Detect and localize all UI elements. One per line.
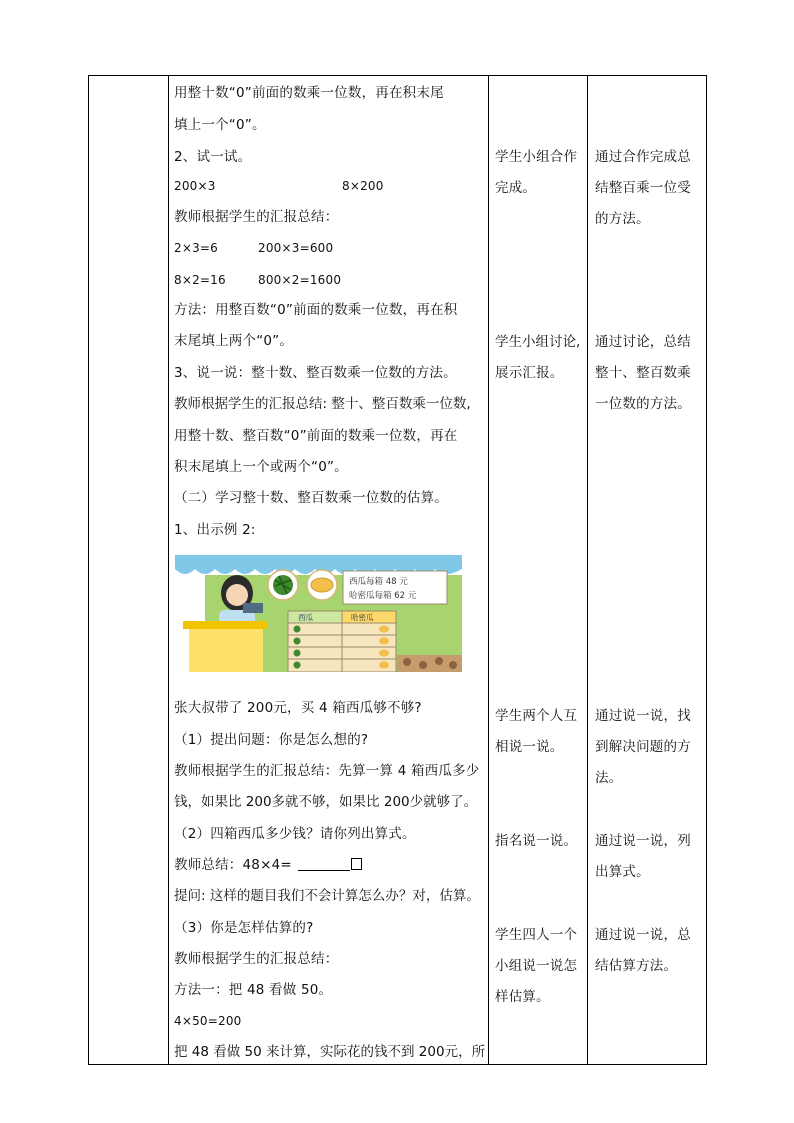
text-line: 填上一个“0”。 bbox=[174, 117, 266, 133]
text-line: 通过说一说，列 bbox=[595, 833, 691, 849]
text-line: 小组说一说怎 bbox=[495, 958, 578, 974]
text-line: 通过说一说，找 bbox=[595, 708, 691, 724]
text-line: 200×3 bbox=[174, 179, 216, 193]
text-line: （2）四箱西瓜多少钱？请你列出算式。 bbox=[174, 826, 416, 842]
price-text-watermelon: 西瓜每箱 48 元 bbox=[349, 577, 408, 587]
text-line: 展示汇报。 bbox=[495, 365, 564, 381]
text-line: 2×3=6 bbox=[174, 241, 219, 255]
text-line: 教师根据学生的汇报总结： bbox=[174, 209, 339, 225]
box-label-cantaloupe: 哈密瓜 bbox=[351, 613, 374, 622]
text-line: 4×50=200 bbox=[174, 1014, 242, 1028]
text-line: 积末尾填上一个或两个“0”。 bbox=[174, 459, 348, 475]
text-line: 3、说一说：整十数、整百数乘一位数的方法。 bbox=[174, 365, 457, 381]
fruit-box-stack bbox=[288, 611, 396, 672]
text-line: 把 48 看做 50 来计算，实际花的钱不到 200元，所 bbox=[174, 1044, 486, 1060]
text-line: 结估算方法。 bbox=[595, 958, 678, 974]
text-line: 通过讨论，总结 bbox=[595, 334, 691, 350]
fruit-stall-illustration bbox=[175, 555, 462, 672]
text-line: 教师根据学生的汇报总结：先算一算 4 箱西瓜多少 bbox=[174, 763, 480, 779]
text-line: 到解决问题的方 bbox=[595, 739, 691, 755]
text-line: 完成。 bbox=[495, 180, 537, 196]
text-line: （3）你是怎样估算的? bbox=[174, 920, 314, 936]
equation-line bbox=[174, 855, 362, 875]
text-line: 末尾填上两个“0”。 bbox=[174, 333, 294, 349]
answer-box bbox=[351, 858, 362, 870]
text-line: 8×2=16 bbox=[174, 273, 226, 287]
answer-blank bbox=[298, 856, 350, 871]
text-line: （二）学习整十数、整百数乘一位数的估算。 bbox=[174, 490, 448, 506]
box-label-watermelon: 西瓜 bbox=[298, 613, 313, 622]
text-line: 学生小组合作 bbox=[495, 149, 578, 165]
text-line: 教师根据学生的汇报总结： bbox=[174, 951, 339, 967]
text-line: 通过合作完成总 bbox=[595, 149, 691, 165]
lesson-table bbox=[88, 75, 707, 1065]
text-line: 结整百乘一位受 bbox=[595, 180, 691, 196]
text-line: 指名说一说。 bbox=[495, 833, 578, 849]
text-line: 800×2=1600 bbox=[258, 273, 342, 287]
text-line: 2、试一试。 bbox=[174, 149, 252, 165]
text-line: 法。 bbox=[595, 770, 623, 786]
text-line: 1、出示例 2: bbox=[174, 522, 256, 538]
text-line: 整十、整百数乘 bbox=[595, 365, 691, 381]
text-line: 用整十数“0”前面的数乘一位数，再在积末尾 bbox=[174, 85, 444, 101]
text-line: 相说一说。 bbox=[495, 739, 564, 755]
text-line: 通过说一说，总 bbox=[595, 927, 691, 943]
text-line: 8×200 bbox=[342, 179, 384, 193]
text-line: 200×3=600 bbox=[258, 241, 334, 255]
text-line: 学生小组讨论, bbox=[495, 334, 581, 350]
text-line: 教师总结：48×4= bbox=[174, 857, 292, 873]
teaching-column bbox=[168, 76, 488, 1064]
stage-column bbox=[89, 76, 168, 1064]
text-line: 提问: 这样的题目我们不会计算怎么办？对，估算。 bbox=[174, 888, 480, 904]
text-line: 钱，如果比 200多就不够，如果比 200少就够了。 bbox=[174, 794, 478, 810]
text-line: 方法：用整百数“0”前面的数乘一位数，再在积 bbox=[174, 302, 458, 318]
text-line: 学生两个人互 bbox=[495, 708, 578, 724]
text-line: 出算式。 bbox=[595, 864, 650, 880]
intent-column bbox=[587, 76, 708, 1064]
student-column bbox=[488, 76, 587, 1064]
text-line: 教师根据学生的汇报总结: 整十、整百数乘一位数, bbox=[174, 396, 471, 412]
text-line: （1）提出问题：你是怎么想的? bbox=[174, 732, 369, 748]
price-text-cantaloupe: 哈密瓜每箱 62 元 bbox=[349, 591, 417, 601]
text-line: 用整十数、整百数“0”前面的数乘一位数，再在 bbox=[174, 428, 458, 444]
text-line: 一位数的方法。 bbox=[595, 396, 691, 412]
text-line: 样估算。 bbox=[495, 989, 550, 1005]
text-line: 学生四人一个 bbox=[495, 927, 578, 943]
text-line: 的方法。 bbox=[595, 211, 650, 227]
text-line: 张大叔带了 200元，买 4 箱西瓜够不够? bbox=[174, 700, 422, 716]
text-line: 方法一：把 48 看做 50。 bbox=[174, 982, 333, 998]
